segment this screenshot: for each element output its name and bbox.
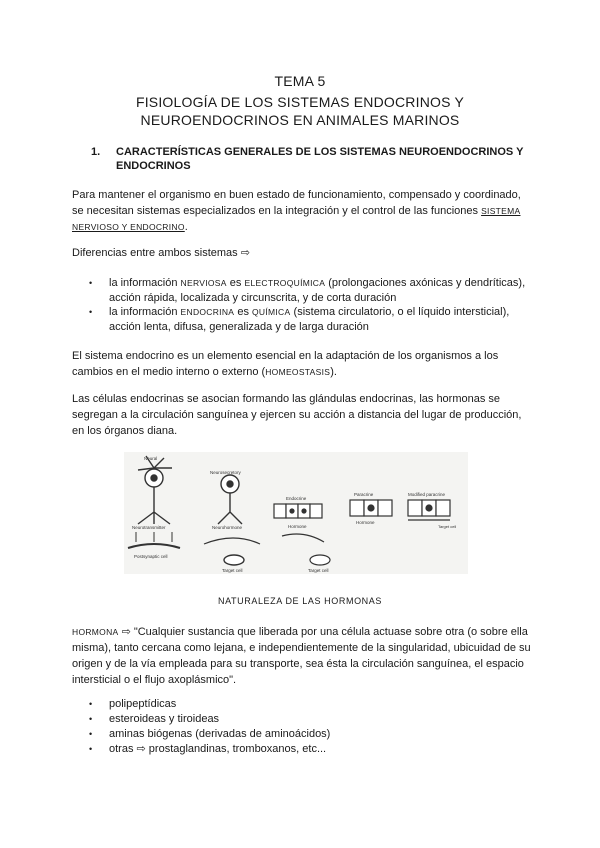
list-item-text: esteroideas y tiroideas [109, 713, 220, 725]
bullet-icon: • [89, 699, 93, 709]
figure-label: Target cell [222, 568, 243, 573]
paragraph-intro-end: . [184, 221, 188, 233]
bullet-icon: • [89, 278, 93, 288]
keyword: NERVIOSA [180, 278, 227, 288]
list-item [89, 697, 529, 712]
arrow-icon: ⇨ [121, 626, 131, 638]
paragraph-endocrine-text: El sistema endocrino es un elemento esencial en la adaptación de los organismos a los cambios en el medio interno o externo ( [72, 350, 499, 378]
keyword: ELECTROQUÍMICA [244, 278, 326, 288]
paragraph-cells: Las células endocrinas se asocian formando las glándulas endocrinas, las hormonas se segregan a la circulación sanguínea y ejercen su acción a distancia del lugar de producción, en los órganos diana. [72, 393, 522, 437]
highlight-systems: SISTEMA NERVIOSO Y ENDOCRINO [72, 206, 521, 232]
list-item [89, 276, 529, 306]
figure-label: Neurohormone [212, 525, 243, 530]
figure-label: Paracrine [354, 492, 374, 497]
list-item-text: polipeptídicas [109, 698, 177, 710]
paragraph-intro [72, 187, 532, 235]
list-item-text: otras ⇨ prostaglandinas, tromboxanos, etc... [109, 743, 327, 755]
section-number: 1. [91, 146, 101, 158]
bullet-icon: • [89, 714, 93, 724]
bullet-icon: • [89, 729, 93, 739]
section-heading-text: CARACTERÍSTICAS GENERALES DE LOS SISTEMAS NEUROENDOCRINOS Y ENDOCRINOS [116, 146, 524, 172]
figure-label: Neurosecretory [210, 470, 241, 475]
figure-label: Endocrine [286, 496, 307, 501]
doc-title: TEMA 5 [274, 73, 326, 89]
list-item [89, 712, 529, 727]
doc-subtitle-line1: FISIOLOGÍA DE LOS SISTEMAS ENDOCRINOS Y [135, 94, 465, 110]
doc-subtitle-line2: NEUROENDOCRINOS EN ANIMALES MARINOS [140, 112, 460, 128]
list-item [89, 727, 529, 742]
signaling-types-figure [124, 452, 468, 574]
paragraph-hormone-definition [72, 624, 532, 688]
keyword: ENDOCRINA [180, 307, 235, 317]
paragraph-differences [72, 245, 532, 261]
figure-label: Postsynaptic cell [134, 554, 168, 559]
paracrine-diagram [350, 500, 392, 516]
figure-label: Target cell [308, 568, 329, 573]
keyword-homeostasis: HOMEOSTASIS [265, 367, 331, 377]
figure-label: Neural [144, 456, 158, 461]
figure-label: Hormone [288, 524, 307, 529]
paragraph-endocrine: El sistema endocrino es un elemento esencial en la adaptación de los organismos a los cambios en el medio interno o externo (HOMEOSTASIS). [72, 350, 499, 378]
paragraph-hormone-definition-text: "Cualquier sustancia que liberada por una célula actuase sobre otra (o sobre ella misma), tanto cercana como lejana, e independientemente de la singularidad, ubicuidad de su origen y de la vía empleada para su transporte, sea ésta la circulación sanguínea, el espacio intersticial o el flujo axoplásmico". [72, 626, 531, 686]
figure-label: Modified paracrine [408, 492, 446, 497]
section-heading [91, 145, 531, 173]
list-item-text: la información ENDOCRINA es QUÍMICA (sistema circulatorio, o el líquido intersticial), acción lenta, difusa, generalizada y de larga duración [109, 306, 510, 333]
figure-caption: NATURALEZA DE LAS HORMONAS [218, 596, 382, 606]
keyword: QUÍMICA [252, 307, 291, 317]
paragraph-differences-text: Diferencias entre ambos sistemas [72, 247, 238, 259]
paragraph-intro-text: Para mantener el organismo en buen estado de funcionamiento, compensado y coordinado, se necesitan sistemas especializados en la integración y el control de las funciones [72, 189, 521, 217]
list-item [89, 305, 529, 335]
bullet-icon: • [89, 307, 93, 317]
figure-label: Neurotransmitter [132, 525, 166, 530]
arrow-icon: ⇨ [136, 743, 146, 755]
list-item-text: aminas biógenas (derivadas de aminoácidos) [109, 728, 331, 740]
figure-label: Hormone [356, 520, 375, 525]
list-item-text: la información NERVIOSA es ELECTROQUÍMICA (prolongaciones axónicas y dendríticas), acción rápida, localizada y circunscrita, y de corta duración [109, 277, 526, 304]
bullet-icon: • [89, 744, 93, 754]
keyword-hormona: HORMONA [72, 627, 119, 637]
arrow-icon: ⇨ [240, 247, 250, 259]
list-item [89, 742, 529, 757]
figure-label: Target cell [438, 524, 457, 529]
